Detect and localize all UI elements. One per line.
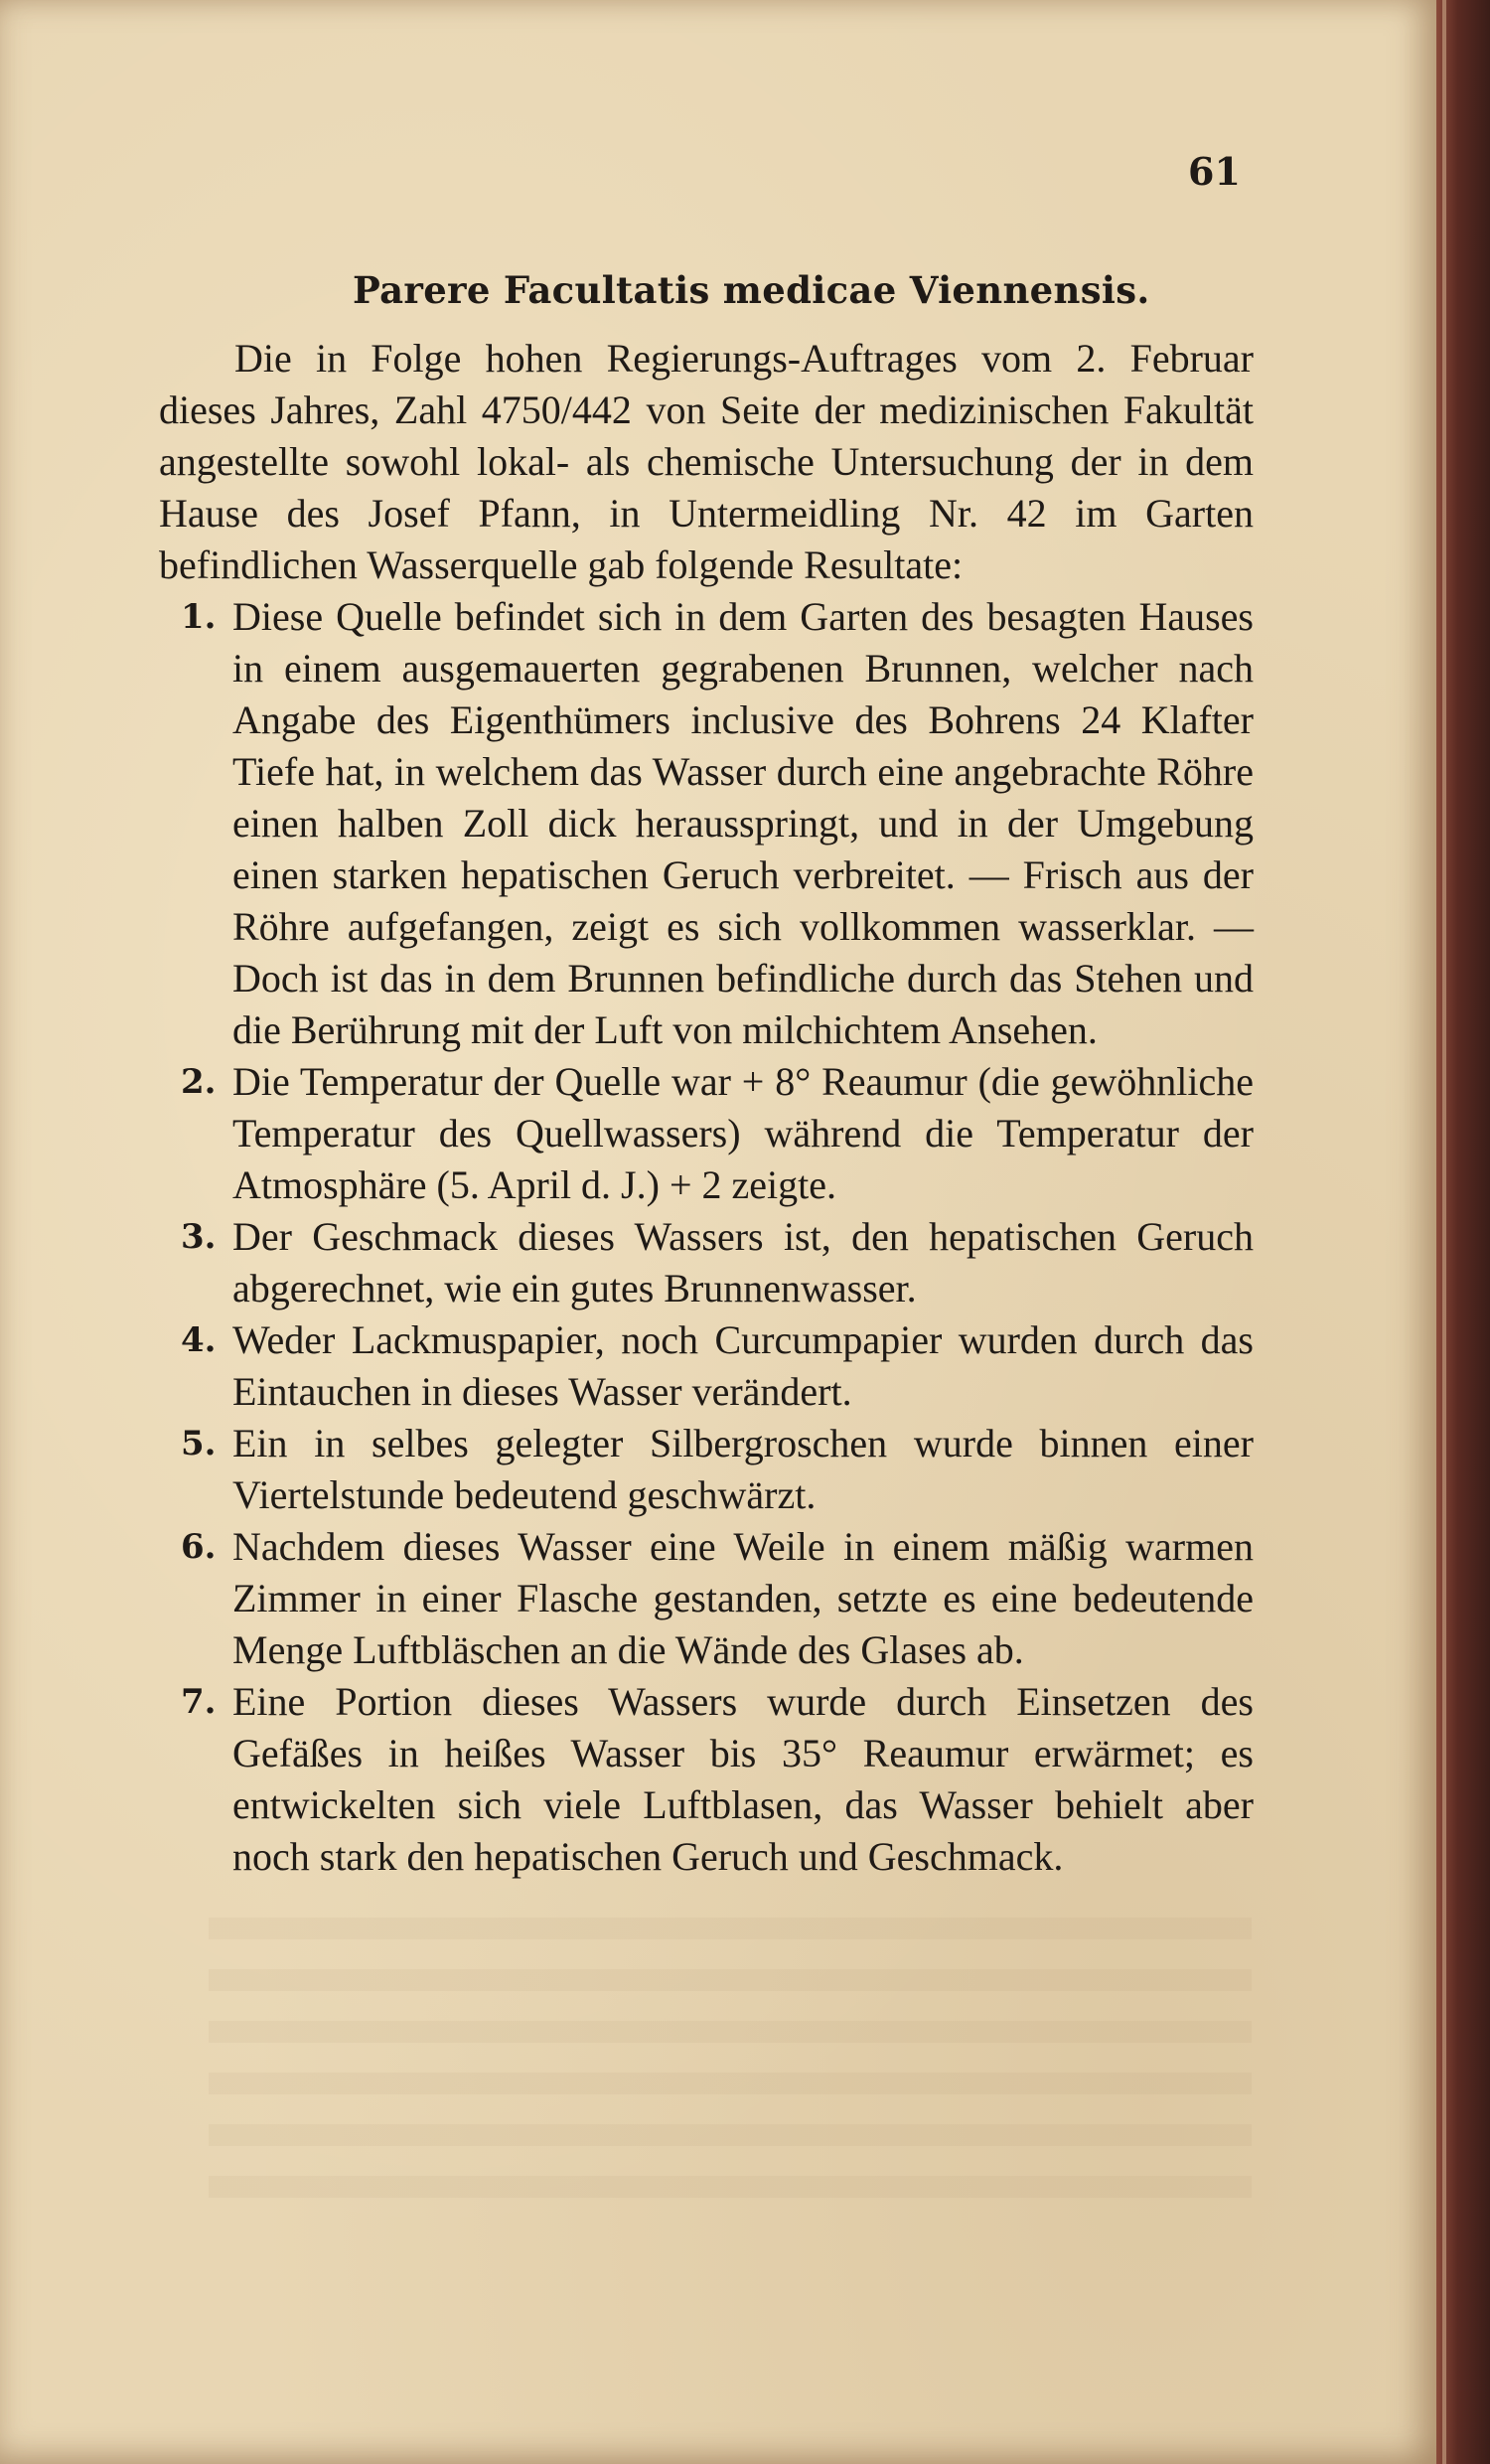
list-item-number: 1. <box>181 597 217 637</box>
page-heading: Parere Facultatis medicae Viennensis. <box>353 268 1150 312</box>
list-item-text: Weder Lackmuspapier, noch Curcumpapier wurden durch das Eintauchen in dieses Wasser verändert. <box>232 1317 1254 1414</box>
list-item-text: Nachdem dieses Wasser eine Weile in einem mäßig warmen Zimmer in einer Flasche gestanden, setzte es eine bedeutende Menge Luftbläschen an die Wände des Glases ab. <box>232 1524 1254 1672</box>
list-item <box>159 1676 1254 1883</box>
list-item <box>159 1418 1254 1521</box>
list-item <box>159 1211 1254 1314</box>
list-item <box>159 591 1254 1056</box>
list-item-number: 4. <box>181 1320 217 1360</box>
bleed-through-texture <box>209 1918 1252 2216</box>
list-item <box>159 1521 1254 1676</box>
page-edge-highlight <box>1442 0 1446 2464</box>
list-item-text: Der Geschmack dieses Wassers ist, den hepatischen Geruch abgerechnet, wie ein gutes Brunnenwasser. <box>232 1214 1254 1310</box>
list-item-text: Eine Portion dieses Wassers wurde durch Einsetzen des Gefäßes in heißes Wasser bis 35° Reaumur erwärmet; es entwickelten sich viele Luftblasen, das Wasser behielt aber noch stark den hepatischen Geruch und Geschmack. <box>232 1679 1254 1879</box>
list-item <box>159 1314 1254 1418</box>
list-item-text: Diese Quelle befindet sich in dem Garten des besagten Hauses in einem ausgemauerten gegrabenen Brunnen, welcher nach Angabe des Eigenthümers inclusive des Bohrens 24 Klafter Tiefe hat, in welchem das Wasser durch eine angebrachte Röhre einen halben Zoll dick herausspringt, und in der Umgebung einen starken hepatischen Geruch verbreitet. — Frisch aus der Röhre aufgefangen, zeigt es sich vollkommen wasserklar. — Doch ist das in dem Brunnen befindliche durch das Stehen und die Berührung mit der Luft von milchichtem Ansehen. <box>232 594 1254 1052</box>
page-number: 61 <box>1188 149 1241 194</box>
list-item-text: Ein in selbes gelegter Silbergroschen wurde binnen einer Viertelstunde bedeutend geschwärzt. <box>232 1421 1254 1517</box>
list-item-text: Die Temperatur der Quelle war + 8° Reaumur (die gewöhnliche Temperatur des Quellwassers) während die Temperatur der Atmosphäre (5. April d. J.) + 2 zeigte. <box>232 1059 1254 1207</box>
list-item-number: 2. <box>181 1062 217 1102</box>
list-item <box>159 1056 1254 1211</box>
list-item-number: 6. <box>181 1527 217 1567</box>
list-item-number: 7. <box>181 1682 217 1722</box>
list-item-number: 3. <box>181 1217 217 1257</box>
intro-paragraph: Die in Folge hohen Regierungs-Auftrages vom 2. Februar dieses Jahres, Zahl 4750/442 von Seite der medizinischen Fakultät angestellte sowohl lokal- als chemische Untersuchung der in dem Hause des Josef Pfann, in Untermeidling Nr. 42 im Garten befindlichen Wasserquelle gab folgende Resultate: <box>159 336 1254 587</box>
results-list <box>159 591 1254 1883</box>
list-item-number: 5. <box>181 1424 217 1463</box>
